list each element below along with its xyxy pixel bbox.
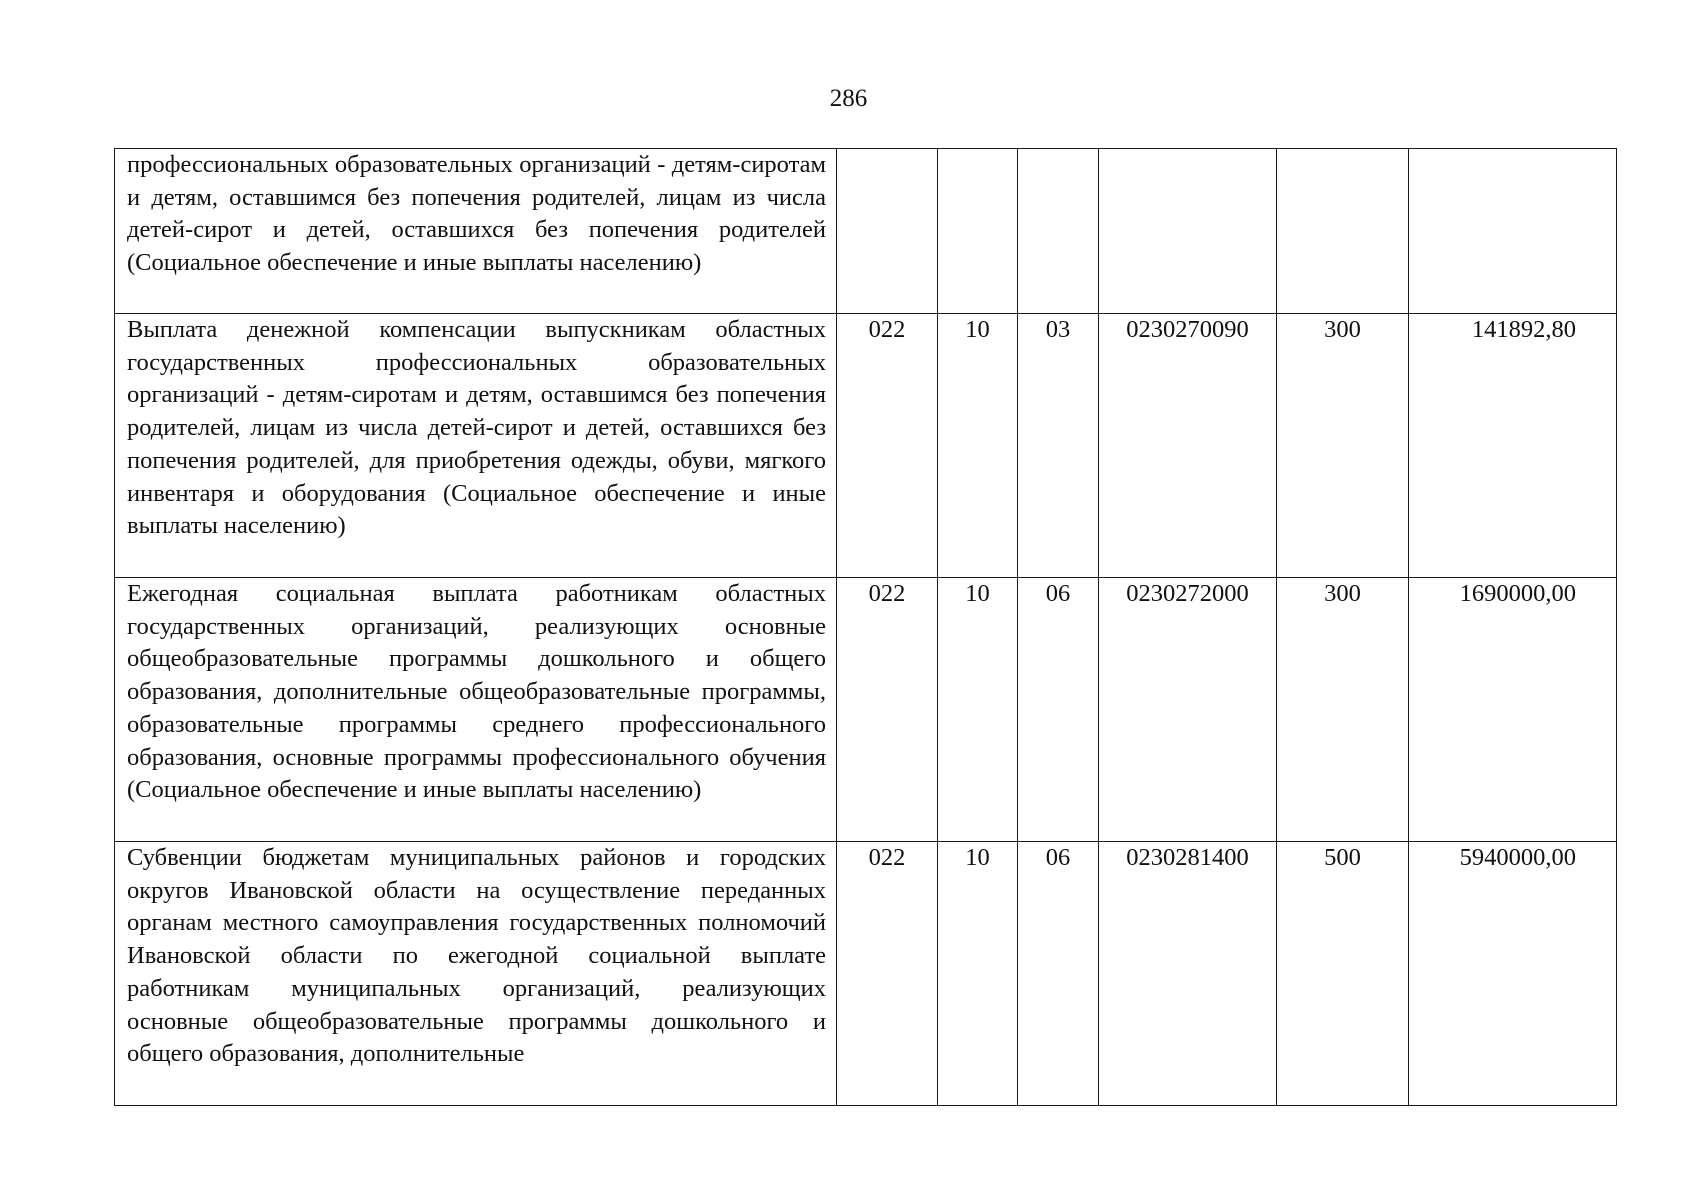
row-description: Ежегодная социальная выплата работникам областных государственных организаций, реализующих основные общеобразовательные программы дошкольного и общего образования, дополнительные общеобразовательные программы, образовательные программы среднего профессионального образования, основные программы профессионального обучения (Социальное обеспечение и иные выплаты населению): [115, 578, 837, 842]
section-code: 10: [938, 842, 1018, 1106]
budget-table: [114, 148, 1617, 1106]
expense-type-code: 300: [1277, 314, 1409, 578]
row-description: Субвенции бюджетам муниципальных районов и городских округов Ивановской области на осуществление переданных органам местного самоуправления государственных полномочий Ивановской области по ежегодной социальной выплате работникам муниципальных организаций, реализующих основные общеобразовательные программы дошкольного и общего образования, дополнительные: [115, 842, 837, 1106]
subsection-code: 06: [1018, 578, 1099, 842]
amount: [1409, 149, 1617, 314]
target-article-code: 0230272000: [1099, 578, 1277, 842]
table-row: [115, 842, 1617, 1106]
target-article-code: 0230281400: [1099, 842, 1277, 1106]
section-code: 10: [938, 314, 1018, 578]
ministry-code: 022: [837, 578, 938, 842]
row-description: профессиональных образовательных организаций - детям-сиротам и детям, оставшимся без попечения родителей, лицам из числа детей-сирот и детей, оставшихся без попечения родителей (Социальное обеспечение и иные выплаты населению): [115, 149, 837, 314]
expense-type-code: [1277, 149, 1409, 314]
section-code: 10: [938, 578, 1018, 842]
target-article-code: 0230270090: [1099, 314, 1277, 578]
amount: 1690000,00: [1409, 578, 1617, 842]
expense-type-code: 500: [1277, 842, 1409, 1106]
expense-type-code: 300: [1277, 578, 1409, 842]
subsection-code: [1018, 149, 1099, 314]
ministry-code: [837, 149, 938, 314]
subsection-code: 06: [1018, 842, 1099, 1106]
target-article-code: [1099, 149, 1277, 314]
table-row: [115, 149, 1617, 314]
ministry-code: 022: [837, 314, 938, 578]
subsection-code: 03: [1018, 314, 1099, 578]
amount: 5940000,00: [1409, 842, 1617, 1106]
table-row: [115, 314, 1617, 578]
page-number: 286: [829, 85, 868, 112]
ministry-code: 022: [837, 842, 938, 1106]
table-row: [115, 578, 1617, 842]
section-code: [938, 149, 1018, 314]
amount: 141892,80: [1409, 314, 1617, 578]
row-description: Выплата денежной компенсации выпускникам областных государственных профессиональных образовательных организаций - детям-сиротам и детям, оставшимся без попечения родителей, лицам из числа детей-сирот и детей, оставшихся без попечения родителей, для приобретения одежды, обуви, мягкого инвентаря и оборудования (Социальное обеспечение и иные выплаты населению): [115, 314, 837, 578]
